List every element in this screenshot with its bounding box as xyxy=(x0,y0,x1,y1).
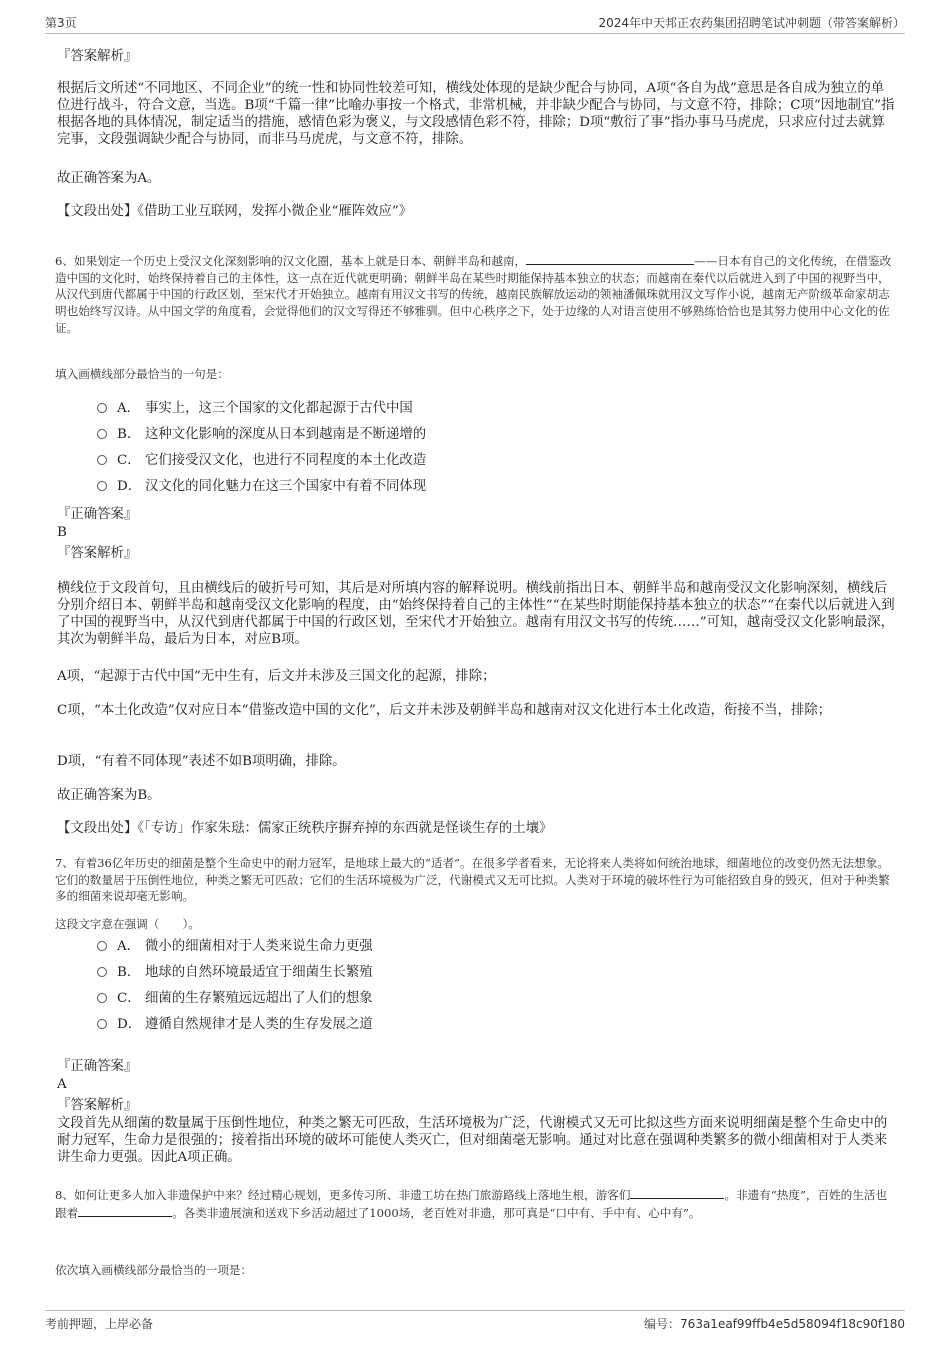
q6-source: 【文段出处】《「专访」作家朱琺：儒家正统秩序摒弃掉的东西就是怪谈生存的土壤》 xyxy=(57,821,553,836)
footer-slogan: 考前押题，上岸必备 xyxy=(45,1317,154,1331)
page-footer xyxy=(0,1310,950,1345)
q8-stem-2: 。非遗有“热度”，百姓的生活也跟着 xyxy=(55,1188,888,1220)
radio-icon[interactable] xyxy=(97,481,107,491)
q7-analysis-text: 文段首先从细菌的数量属于压倒性地位，种类之繁无可匹敌，生活环境极为广泛，代谢模式又无可比拟这些方面来说明细菌是整个生命史中的耐力冠军，生命力是很强的；接着指出环境的破坏可能使人类灭亡，但对细菌毫无影响。通过对比意在强调种类繁多的微小细菌相对于人类来讲生命力更强。因此A项正确。 xyxy=(57,1116,888,1165)
page-number: 第3页 xyxy=(45,16,77,30)
document-title: 2024年中天邦正农药集团招聘笔试冲刺题（带答案解析） xyxy=(598,16,905,30)
q6-note-d: D项，“有着不同体现”表述不如B项明确，排除。 xyxy=(57,754,346,769)
q6-prompt: 填入画横线部分最恰当的一句是： xyxy=(55,367,229,381)
q5-analysis-label: 『答案解析』 xyxy=(57,49,138,64)
q8-blank-1 xyxy=(630,1186,724,1199)
q6-note-a: A项，“起源于古代中国”无中生有，后文并未涉及三国文化的起源，排除； xyxy=(57,669,496,684)
q6-note-c: C项，“本土化改造”仅对应日本“借鉴改造中国的文化”，后文并未涉及朝鲜半岛和越南对汉文化进行本土化改造，衔接不当，排除； xyxy=(57,703,832,718)
q7-answer: A xyxy=(57,1077,67,1092)
q8-stem-3: 。各类非遗展演和送戏下乡活动超过了1000场，老百姓对非遗，那可真是“口中有、手中有、心中有”。 xyxy=(172,1205,701,1220)
q6-analysis-label: 『答案解析』 xyxy=(57,546,138,561)
q7-option-c[interactable]: C． 细菌的生存繁殖远远超出了人们的想象 xyxy=(97,990,373,1007)
q7-option-d[interactable]: D． 遵循自然规律才是人类的生存发展之道 xyxy=(97,1016,373,1033)
q6-option-b[interactable]: B． 这种文化影响的深度从日本到越南是不断递增的 xyxy=(97,426,426,443)
q6-option-d[interactable]: D． 汉文化的同化魅力在这三个国家中有着不同体现 xyxy=(97,478,426,495)
radio-icon[interactable] xyxy=(97,967,107,977)
radio-icon[interactable] xyxy=(97,429,107,439)
radio-icon[interactable] xyxy=(97,455,107,465)
q7-prompt: 这段文字意在强调（ ）。 xyxy=(55,917,200,931)
q6-stem-after: ——日本有自己的文化传统，在借鉴改造中国的文化时，始终保持着自己的主体性，这一点在近代就更明确；朝鲜半岛在某些时期能保持基本独立的状态；而越南在秦代以后就进入到了中国的视野当中，从汉代到唐代都属于中国的行政区划，至宋代才开始独立。越南有用汉文书写的传统，越南民族解放运动的领袖潘佩珠就用汉文写作小说，越南无产阶级革命家胡志明也始终写汉诗。从中国文学的角度看，会觉得他们的汉文写得还不够雅驯。但中心秩序之下，处于边缘的人对语言使用不够熟练恰恰也是其努力使用中心文化的佐证。 xyxy=(55,254,892,335)
q5-analysis-text: 根据后文所述“不同地区、不同企业”的统一性和协同性较差可知，横线处体现的是缺少配合与协同，A项“各自为战”意思是各自成为独立的单位进行战斗，符合文意，当选。B项“千篇一律”比喻办事按一个格式，非常机械，并非缺少配合与协同，与文意不符，排除；C项“因地制宜”指根据各地的具体情况，制定适当的措施，感情色彩为褒义，与文段感情色彩不符，排除；D项“敷衍了事”指办事马马虎虎，只求应付过去就算完事，文段强调缺少配合与协同，而非马马虎虎，与文意不符，排除。 xyxy=(57,81,895,147)
q6-answer-label: 『正确答案』 xyxy=(57,507,138,522)
radio-icon[interactable] xyxy=(97,941,107,951)
q6-option-c[interactable]: C． 它们接受汉文化，也进行不同程度的本土化改造 xyxy=(97,452,426,469)
q7-option-a[interactable]: A． 微小的细菌相对于人类来说生命力更强 xyxy=(97,938,373,955)
q8-prompt: 依次填入画横线部分最恰当的一项是： xyxy=(55,1263,253,1277)
q6-blank xyxy=(526,252,694,265)
q7-stem: 7、有着36亿年历史的细菌是整个生命史中的耐力冠军，是地球上最大的“适者”。在很多学者看来，无论将来人类将如何统治地球，细菌地位的改变仍然无法想象。它们的数量居于压倒性地位，种类之繁无可匹敌；它们的生活环境极为广泛，代谢模式又无可比拟。人类对于环境的破坏性行为可能招致自身的毁灭，但对于种类繁多的细菌来说却毫无影响。 xyxy=(55,856,890,904)
radio-icon[interactable] xyxy=(97,1019,107,1029)
q7-analysis-label: 『答案解析』 xyxy=(57,1098,138,1113)
q7-answer-label: 『正确答案』 xyxy=(57,1059,138,1074)
q6-analysis-text: 横线位于文段首句，且由横线后的破折号可知，其后是对所填内容的解释说明。横线前指出日本、朝鲜半岛和越南受汉文化影响深刻，横线后分别介绍日本、朝鲜半岛和越南受汉文化影响的程度，由“始终保持着自己的主体性”“在某些时期能保持基本独立的状态”“在秦代以后就进入到了中国的视野当中，从汉代到唐代都属于中国的行政区划，至宋代才开始独立。越南有用汉文书写的传统……”可知，越南受汉文化影响最深，其次为朝鲜半岛，最后为日本，对应B项。 xyxy=(57,581,895,647)
q8-stem-1: 8、如何让更多人加入非遗保护中来？经过精心规划，更多传习所、非遗工坊在热门旅游路线上落地生根，游客们 xyxy=(55,1188,631,1202)
q5-conclusion: 故正确答案为A。 xyxy=(57,171,161,186)
radio-icon[interactable] xyxy=(97,403,107,413)
q6-answer: B xyxy=(57,525,67,540)
q7-option-b[interactable]: B． 地球的自然环境最适宜于细菌生长繁殖 xyxy=(97,964,373,981)
q8-stem xyxy=(55,1186,895,1221)
footer-rule xyxy=(45,1310,905,1311)
q5-source: 【文段出处】《借助工业互联网，发挥小微企业“雁阵效应”》 xyxy=(57,204,413,219)
radio-icon[interactable] xyxy=(97,993,107,1003)
q6-stem-before: 6、如果划定一个历史上受汉文化深刻影响的汉文化圈，基本上就是日本、朝鲜半岛和越南， xyxy=(55,254,527,268)
footer-serial: 编号：763a1eaf99ffb4e5d58094f18c90f180 xyxy=(644,1317,905,1331)
q6-option-a[interactable]: A． 事实上，这三个国家的文化都起源于古代中国 xyxy=(97,400,413,417)
q6-conclusion: 故正确答案为B。 xyxy=(57,788,161,803)
q6-stem xyxy=(55,252,895,337)
q8-blank-2 xyxy=(78,1204,172,1217)
